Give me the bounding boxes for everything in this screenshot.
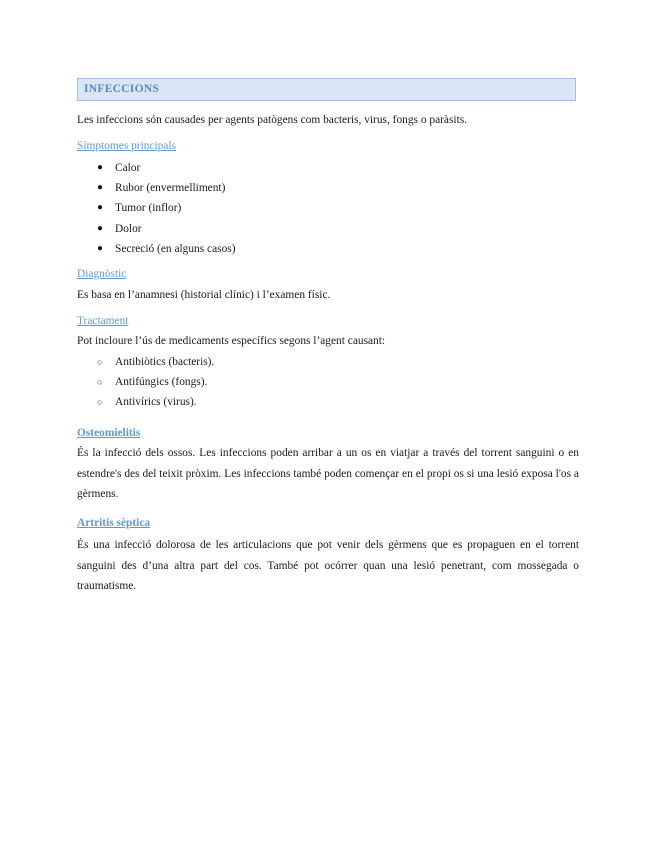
treatment-heading[interactable]: Tractament [77,315,129,327]
list-item-label: Antivírics (virus). [115,396,197,409]
osteomyelitis-paragraph: És la infecció dels ossos. Les infeccions poden arribar a un os en viatjar a través del torrent sanguini o en estendre's des del teixit pròxim. Les infeccions també poden començar en el propi os si una lesió exposa l'os a gèrmens. [77,447,579,500]
list-item [77,158,236,178]
list-item-label: Tumor (inflor) [115,202,182,215]
arthritis-paragraph: És una infecció dolorosa de les articulacions que pot venir dels gèrmens que es propaguen en el torrent sanguini des d’una altra part del cos. També pot ocórrer quan una lesió penetrant, com mossegada o traumatisme. [77,539,579,592]
arthritis-heading[interactable]: Artritis sèptica [77,517,151,529]
bullet-icon: ● [97,222,104,234]
bullet-icon: ● [97,242,104,254]
list-item-label: Antifúngics (fongs). [115,376,208,389]
symptoms-heading[interactable]: Símptomes principals [77,140,177,152]
list-item [77,198,236,218]
diagnosis-paragraph: Es basa en l’anamnesi (historial clínic) i l’examen físic. [77,289,331,301]
list-item-label: Antibiòtics (bacteris). [115,356,215,368]
treatment-list [77,352,214,413]
list-item [77,178,236,198]
list-item [77,219,236,239]
list-item [77,352,214,372]
bullet-icon: ○ [97,357,103,367]
bullet-icon: ● [97,182,104,194]
list-item-label: Calor [115,162,141,174]
list-item-label: Dolor [115,222,142,235]
list-item-label: Secreció (en alguns casos) [115,242,236,255]
title-box [77,78,576,101]
treatment-paragraph: Pot incloure l’ús de medicaments específics segons l’agent causant: [77,335,386,347]
list-item [77,392,214,412]
osteomyelitis-heading[interactable]: Osteomielitis [77,427,141,439]
list-item-label: Rubor (envermelliment) [115,182,226,195]
diagnosis-heading[interactable]: Diagnòstic [77,268,127,280]
list-item [77,372,214,392]
bullet-icon: ● [97,202,104,214]
list-item [77,239,236,259]
bullet-icon: ○ [97,397,103,408]
symptoms-list [77,158,236,259]
bullet-icon: ● [97,162,104,173]
document-title: INFECCIONS [84,83,160,95]
intro-paragraph: Les infeccions són causades per agents patògens com bacteris, virus, fongs o paràsits. [77,114,468,126]
bullet-icon: ○ [97,377,103,388]
